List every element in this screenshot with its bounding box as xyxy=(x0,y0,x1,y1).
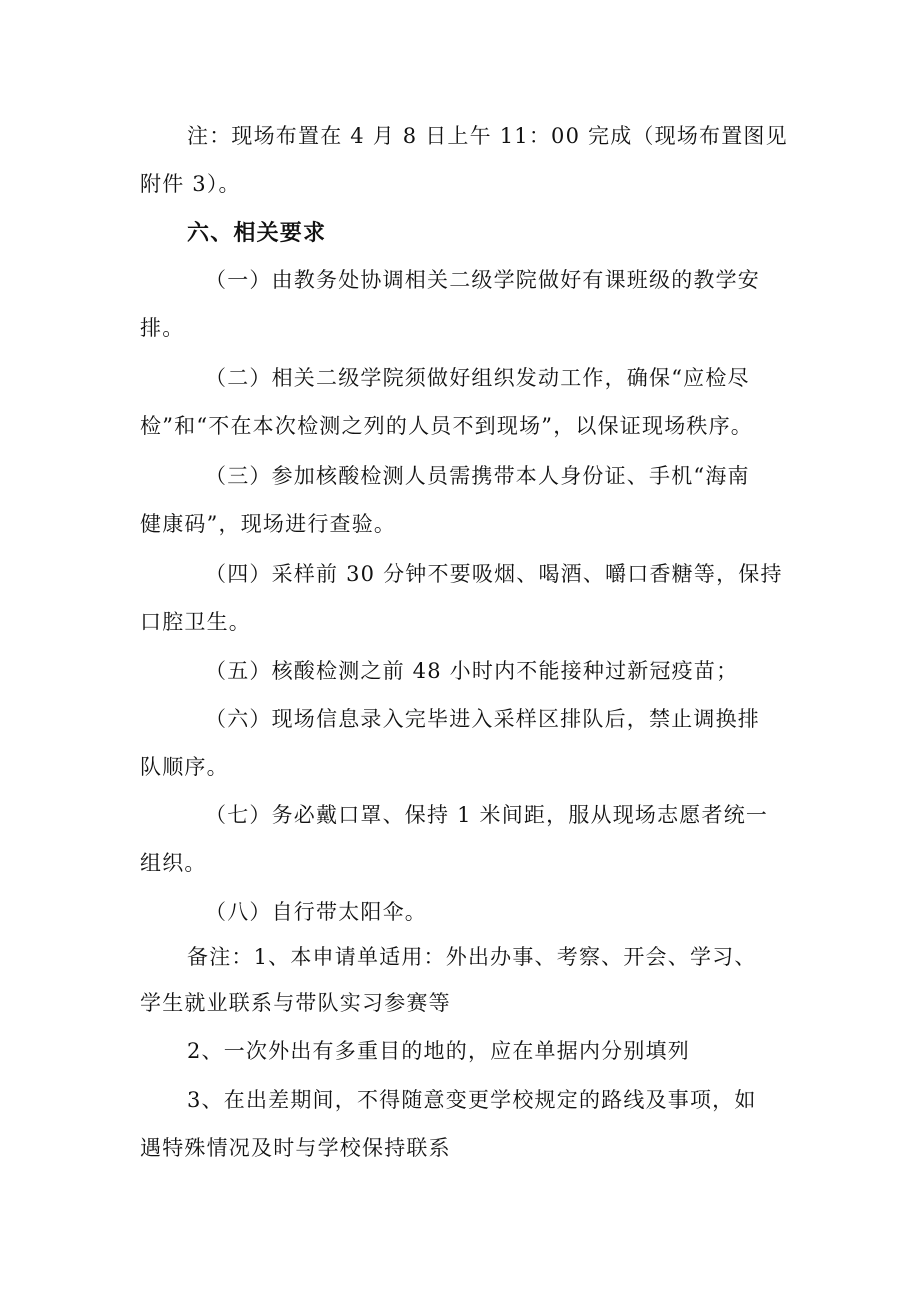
requirement-3-line-1: （三）参加核酸检测人员需携带本人身份证、手机“海南 xyxy=(205,464,750,488)
requirement-5-line-1: （五）核酸检测之前 48 小时内不能接种过新冠疫苗； xyxy=(205,659,739,683)
note-line-1: 注：现场布置在 4 月 8 日上午 11：00 完成（现场布置图见 xyxy=(187,124,788,148)
requirement-4-line-1: （四）采样前 30 分钟不要吸烟、喝酒、嚼口香糖等，保持 xyxy=(205,562,783,586)
remark-1-line-2: 学生就业联系与带队实习参赛等 xyxy=(140,991,451,1015)
section-heading: 六、相关要求 xyxy=(187,221,327,246)
requirement-1-line-2: 排。 xyxy=(140,316,185,340)
requirement-7-line-2: 组织。 xyxy=(140,851,207,875)
requirement-7-line-1: （七）务必戴口罩、保持 1 米间距，服从现场志愿者统一 xyxy=(205,803,769,827)
requirement-4-line-2: 口腔卫生。 xyxy=(140,610,251,634)
requirement-2-line-2: 检”和“不在本次检测之列的人员不到现场”，以保证现场秩序。 xyxy=(140,414,754,438)
remark-3-line-1: 3、在出差期间，不得随意变更学校规定的路线及事项，如 xyxy=(187,1088,757,1112)
remark-1-line-1: 备注：1、本申请单适用：外出办事、考察、开会、学习、 xyxy=(187,945,757,969)
requirement-6-line-1: （六）现场信息录入完毕进入采样区排队后，禁止调换排 xyxy=(205,707,760,731)
requirement-3-line-2: 健康码”，现场进行查验。 xyxy=(140,512,397,536)
remark-3-line-2: 遇特殊情况及时与学校保持联系 xyxy=(140,1136,451,1160)
requirement-8-line-1: （八）自行带太阳伞。 xyxy=(205,900,427,924)
requirement-1-line-1: （一）由教务处协调相关二级学院做好有课班级的教学安 xyxy=(205,268,760,292)
requirement-6-line-2: 队顺序。 xyxy=(140,755,229,779)
requirement-2-line-1: （二）相关二级学院须做好组织发动工作，确保“应检尽 xyxy=(205,366,750,390)
remark-2-line-1: 2、一次外出有多重目的地的，应在单据内分别填列 xyxy=(187,1039,690,1063)
note-line-2: 附件 3）。 xyxy=(140,172,241,196)
